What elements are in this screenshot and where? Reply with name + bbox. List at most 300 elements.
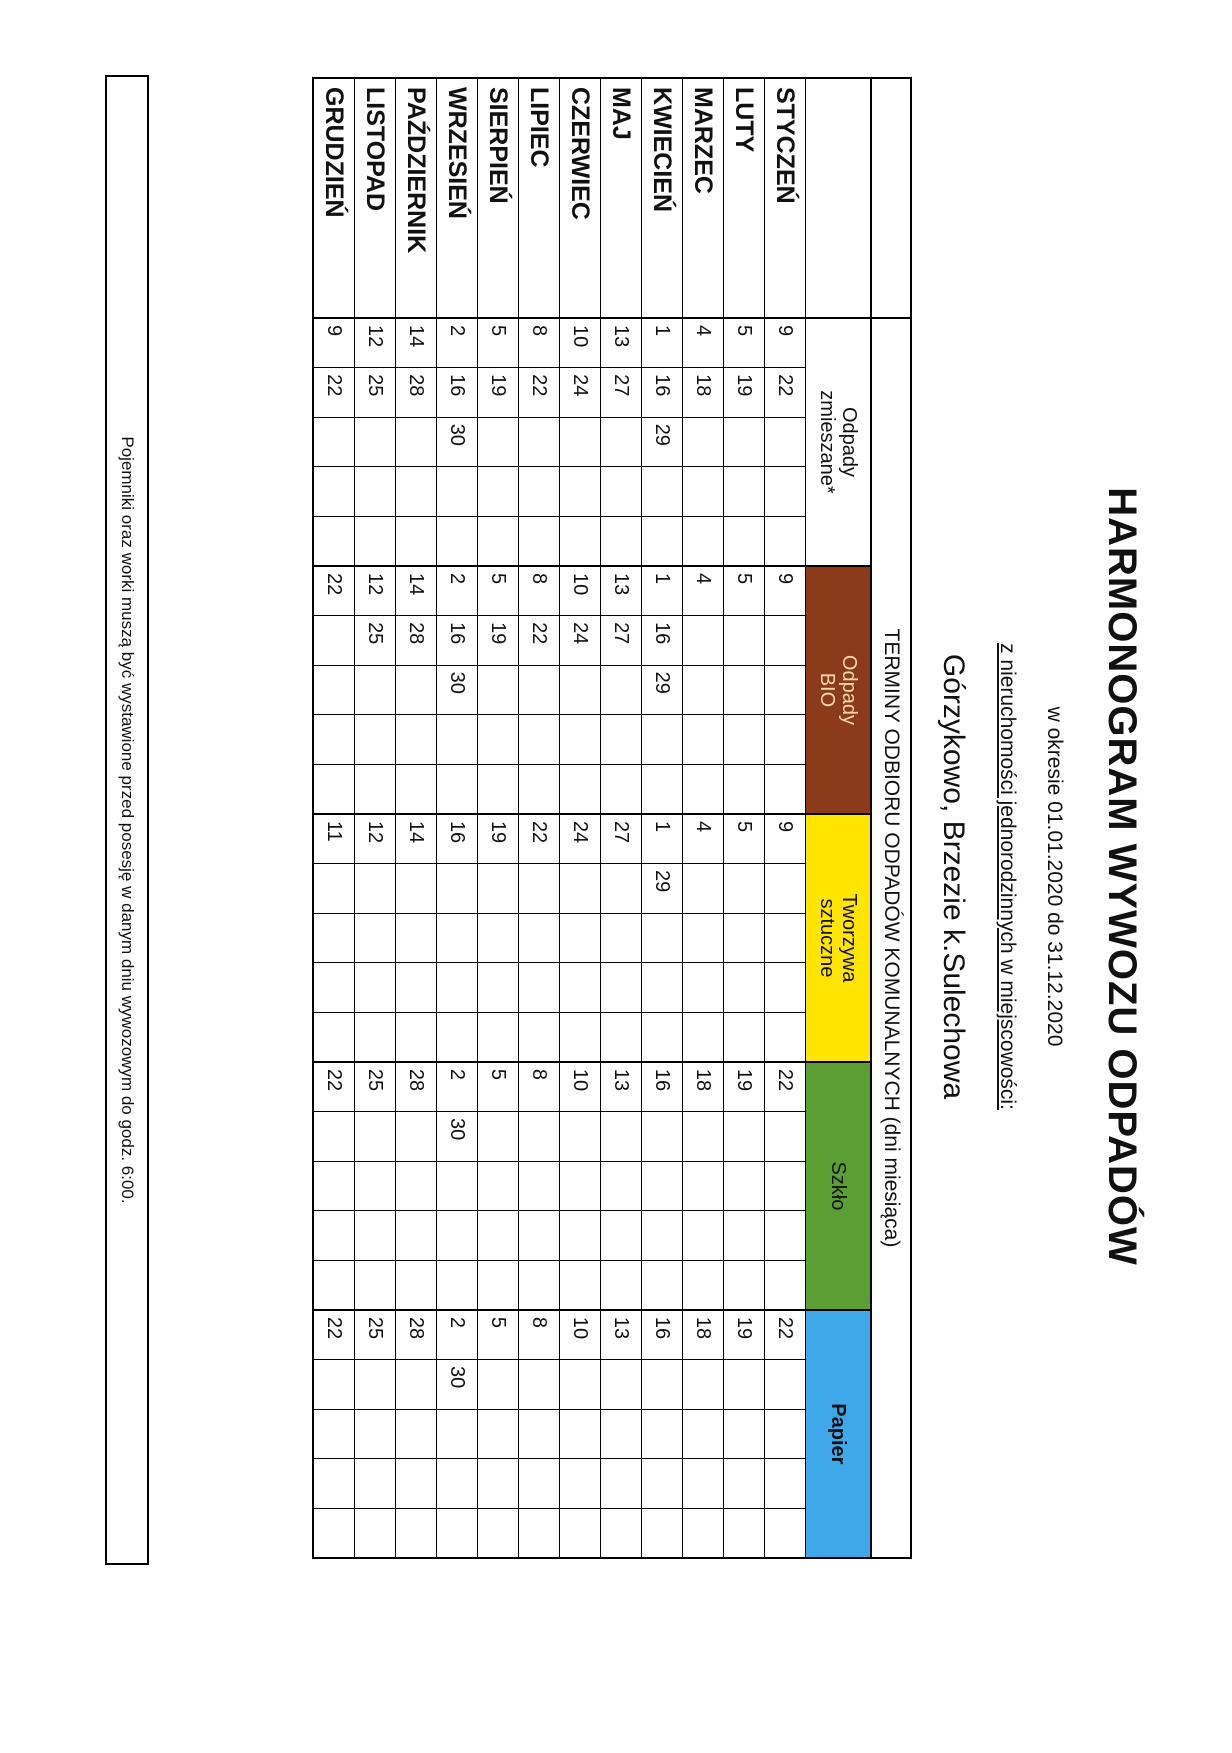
date-cell: 4: [683, 566, 724, 616]
bio-waste-header: Odpady BIO: [806, 566, 872, 814]
table-row: [560, 78, 601, 1558]
date-cell: [560, 1211, 601, 1261]
date-cell: 30: [437, 1359, 478, 1409]
month-label: KWIECIEŃ: [642, 78, 683, 318]
date-cell: [724, 1161, 765, 1211]
date-cell: [560, 467, 601, 517]
date-cell: [313, 665, 355, 715]
date-cell: 19: [724, 1310, 765, 1360]
month-label: LISTOPAD: [355, 78, 396, 318]
date-cell: [355, 1161, 396, 1211]
date-cell: 22: [765, 368, 806, 418]
date-cell: 9: [765, 814, 806, 864]
date-cell: 27: [601, 814, 642, 864]
date-cell: 8: [519, 566, 560, 616]
date-cell: [560, 1508, 601, 1558]
date-cell: [396, 963, 437, 1013]
date-cell: [601, 1012, 642, 1062]
date-cell: 9: [313, 318, 355, 368]
date-cell: [478, 1459, 519, 1509]
date-cell: 5: [478, 566, 519, 616]
date-cell: [560, 516, 601, 566]
date-cell: [724, 715, 765, 765]
date-cell: [765, 516, 806, 566]
date-cell: [313, 1112, 355, 1162]
glass-header: Szkło: [806, 1062, 872, 1310]
date-cell: [313, 1359, 355, 1409]
date-cell: [396, 1508, 437, 1558]
date-cell: 25: [355, 1062, 396, 1112]
date-cell: [313, 1260, 355, 1310]
date-cell: [683, 764, 724, 814]
date-cell: [519, 913, 560, 963]
date-cell: [355, 1012, 396, 1062]
table-row: [478, 78, 519, 1558]
date-cell: [437, 1260, 478, 1310]
date-cell: [478, 1508, 519, 1558]
date-cell: [396, 764, 437, 814]
date-cell: 2: [437, 1310, 478, 1360]
month-label: SIERPIEŃ: [478, 78, 519, 318]
date-cell: [355, 715, 396, 765]
date-cell: [355, 665, 396, 715]
date-cell: [313, 467, 355, 517]
date-cell: 28: [396, 616, 437, 666]
month-label: STYCZEŃ: [765, 78, 806, 318]
date-cell: [355, 864, 396, 914]
date-cell: [478, 1012, 519, 1062]
date-cell: 2: [437, 566, 478, 616]
date-cell: 16: [642, 1310, 683, 1360]
date-cell: [355, 1508, 396, 1558]
date-cell: [765, 913, 806, 963]
date-cell: [355, 1112, 396, 1162]
date-cell: [683, 1260, 724, 1310]
date-cell: 22: [313, 1310, 355, 1360]
date-cell: [560, 1409, 601, 1459]
date-cell: [724, 1012, 765, 1062]
date-cell: [355, 1211, 396, 1261]
date-cell: [519, 1459, 560, 1509]
date-cell: 27: [601, 616, 642, 666]
date-cell: 19: [478, 616, 519, 666]
date-cell: [765, 715, 806, 765]
date-cell: [560, 417, 601, 467]
date-cell: 1: [642, 318, 683, 368]
date-cell: [396, 864, 437, 914]
date-cell: [683, 1359, 724, 1409]
date-cell: [313, 1012, 355, 1062]
date-cell: [601, 715, 642, 765]
date-cell: [683, 1161, 724, 1211]
date-cell: [765, 1508, 806, 1558]
date-cell: [765, 1112, 806, 1162]
date-cell: 1: [642, 566, 683, 616]
date-cell: [478, 913, 519, 963]
date-cell: 11: [313, 814, 355, 864]
date-cell: 13: [601, 1310, 642, 1360]
date-cell: 19: [478, 368, 519, 418]
date-cell: [683, 864, 724, 914]
header-blank-cell: [806, 78, 872, 318]
date-cell: 29: [642, 417, 683, 467]
table-row: [765, 78, 806, 1558]
table-row: [642, 78, 683, 1558]
date-cell: [478, 715, 519, 765]
date-cell: 8: [519, 1310, 560, 1360]
date-cell: [313, 764, 355, 814]
date-cell: [642, 1459, 683, 1509]
date-cell: 18: [683, 1062, 724, 1112]
date-cell: 4: [683, 814, 724, 864]
date-cell: [478, 467, 519, 517]
date-cell: [396, 665, 437, 715]
date-cell: [724, 1112, 765, 1162]
date-cell: [396, 715, 437, 765]
date-cell: [601, 1359, 642, 1409]
date-cell: 14: [396, 814, 437, 864]
date-cell: 19: [724, 368, 765, 418]
date-cell: 25: [355, 368, 396, 418]
date-cell: 2: [437, 318, 478, 368]
date-cell: [313, 616, 355, 666]
date-cell: 22: [519, 368, 560, 418]
date-cell: [355, 516, 396, 566]
month-label: CZERWIEC: [560, 78, 601, 318]
date-cell: [519, 1409, 560, 1459]
date-cell: 9: [765, 318, 806, 368]
table-caption: TERMINY ODBIORU ODPADÓW KOMUNALNYCH (dni miesiąca): [871, 318, 911, 1558]
date-cell: [765, 764, 806, 814]
date-cell: 25: [355, 616, 396, 666]
date-cell: [355, 467, 396, 517]
date-cell: [642, 1161, 683, 1211]
date-cell: [396, 417, 437, 467]
date-cell: 12: [355, 566, 396, 616]
date-cell: [396, 1409, 437, 1459]
date-cell: [765, 1161, 806, 1211]
date-cell: [560, 963, 601, 1013]
date-cell: [683, 616, 724, 666]
date-cell: [601, 1112, 642, 1162]
date-cell: [560, 764, 601, 814]
date-cell: 19: [724, 1062, 765, 1112]
date-cell: 30: [437, 665, 478, 715]
date-cell: [478, 417, 519, 467]
month-label: WRZESIEŃ: [437, 78, 478, 318]
date-cell: [478, 764, 519, 814]
date-cell: [683, 715, 724, 765]
date-cell: 22: [765, 1062, 806, 1112]
date-cell: [642, 516, 683, 566]
date-cell: 13: [601, 1062, 642, 1112]
date-cell: 16: [437, 368, 478, 418]
date-cell: [560, 665, 601, 715]
table-row: [683, 78, 724, 1558]
date-cell: [642, 1112, 683, 1162]
date-cell: 27: [601, 368, 642, 418]
table-row: [724, 78, 765, 1558]
date-cell: [642, 1260, 683, 1310]
date-cell: [355, 1459, 396, 1509]
date-cell: [519, 1508, 560, 1558]
date-cell: [396, 913, 437, 963]
document-title: HARMONOGRAM WYWOZU ODPADÓW: [1100, 487, 1144, 1266]
date-cell: [355, 1260, 396, 1310]
date-cell: 25: [355, 1310, 396, 1360]
date-cell: [437, 864, 478, 914]
date-cell: [642, 764, 683, 814]
date-cell: [560, 715, 601, 765]
date-cell: [519, 417, 560, 467]
date-cell: [437, 913, 478, 963]
date-cell: [437, 1409, 478, 1459]
date-cell: 22: [765, 1310, 806, 1360]
date-cell: [437, 1459, 478, 1509]
date-cell: [724, 1359, 765, 1409]
date-cell: 12: [355, 318, 396, 368]
date-cell: [437, 1508, 478, 1558]
month-label: MARZEC: [683, 78, 724, 318]
date-cell: [560, 1459, 601, 1509]
date-cell: [478, 864, 519, 914]
date-cell: 22: [313, 1062, 355, 1112]
date-cell: [478, 1161, 519, 1211]
date-cell: 16: [642, 616, 683, 666]
date-cell: [519, 1012, 560, 1062]
date-cell: [765, 665, 806, 715]
date-cell: 5: [478, 318, 519, 368]
date-cell: [560, 1161, 601, 1211]
month-label: LIPIEC: [519, 78, 560, 318]
date-cell: [724, 516, 765, 566]
caption-blank-cell: [871, 78, 911, 318]
date-cell: [355, 1359, 396, 1409]
date-cell: [642, 913, 683, 963]
date-cell: [560, 1359, 601, 1409]
date-cell: [313, 1508, 355, 1558]
date-cell: [724, 1211, 765, 1261]
date-cell: [642, 467, 683, 517]
date-cell: 5: [478, 1310, 519, 1360]
date-cell: 22: [313, 368, 355, 418]
date-cell: 29: [642, 864, 683, 914]
date-cell: [437, 1012, 478, 1062]
date-cell: 24: [560, 368, 601, 418]
date-cell: [683, 1012, 724, 1062]
date-cell: [601, 1409, 642, 1459]
date-cell: 22: [519, 814, 560, 864]
date-cell: [601, 1211, 642, 1261]
date-cell: [765, 417, 806, 467]
date-cell: 16: [642, 1062, 683, 1112]
date-cell: [560, 1012, 601, 1062]
date-cell: [519, 1260, 560, 1310]
date-cell: [683, 665, 724, 715]
date-cell: [355, 913, 396, 963]
date-cell: 22: [519, 616, 560, 666]
date-cell: [519, 1211, 560, 1261]
date-cell: [601, 963, 642, 1013]
date-cell: 16: [642, 368, 683, 418]
date-cell: [355, 417, 396, 467]
date-cell: 2: [437, 1062, 478, 1112]
date-cell: [437, 467, 478, 517]
footer-note: Pojemniki oraz worki muszą być wystawione przed posesję w danym dniu wywozowym do godz. 6:00.: [105, 75, 149, 1565]
date-cell: [519, 1112, 560, 1162]
date-cell: [724, 1409, 765, 1459]
table-row: [355, 78, 396, 1558]
date-cell: [724, 913, 765, 963]
date-cell: [396, 516, 437, 566]
date-cell: 9: [765, 566, 806, 616]
date-cell: [683, 1459, 724, 1509]
date-cell: [560, 864, 601, 914]
date-cell: [519, 1161, 560, 1211]
table-row: [519, 78, 560, 1558]
date-cell: 24: [560, 814, 601, 864]
date-cell: [478, 963, 519, 1013]
date-cell: [313, 1161, 355, 1211]
date-cell: [765, 1359, 806, 1409]
date-cell: 10: [560, 318, 601, 368]
date-cell: [519, 764, 560, 814]
date-cell: [683, 1112, 724, 1162]
date-cell: [683, 1211, 724, 1261]
date-cell: [601, 864, 642, 914]
date-cell: [355, 1409, 396, 1459]
date-cell: 13: [601, 566, 642, 616]
location-text: Górzykowo, Brzezie k.Sulechowa: [937, 653, 970, 1100]
date-cell: [724, 417, 765, 467]
date-cell: [313, 864, 355, 914]
date-cell: 22: [313, 566, 355, 616]
date-cell: [313, 715, 355, 765]
period-text: w okresie 01.01.2020 do 31.12.2020: [1043, 706, 1066, 1047]
table-row: [601, 78, 642, 1558]
date-cell: 30: [437, 1112, 478, 1162]
date-cell: [765, 1012, 806, 1062]
date-cell: [724, 467, 765, 517]
date-cell: [437, 1211, 478, 1261]
date-cell: [396, 1012, 437, 1062]
date-cell: [560, 1260, 601, 1310]
date-cell: 14: [396, 566, 437, 616]
date-cell: [642, 1409, 683, 1459]
month-label: MAJ: [601, 78, 642, 318]
date-cell: 28: [396, 368, 437, 418]
date-cell: 19: [478, 814, 519, 864]
date-cell: 18: [683, 1310, 724, 1360]
date-cell: [478, 1260, 519, 1310]
date-cell: [519, 665, 560, 715]
date-cell: [396, 1459, 437, 1509]
date-cell: [765, 1260, 806, 1310]
date-cell: [601, 913, 642, 963]
date-cell: [313, 913, 355, 963]
date-cell: [724, 665, 765, 715]
date-cell: [478, 1112, 519, 1162]
date-cell: [683, 467, 724, 517]
date-cell: [313, 516, 355, 566]
plastics-header: Tworzywa sztuczne: [806, 814, 872, 1062]
date-cell: 28: [396, 1310, 437, 1360]
date-cell: 28: [396, 1062, 437, 1112]
date-cell: [765, 467, 806, 517]
date-cell: [683, 1508, 724, 1558]
date-cell: 8: [519, 318, 560, 368]
table-row: [313, 78, 355, 1558]
date-cell: [683, 516, 724, 566]
date-cell: [765, 616, 806, 666]
date-cell: [519, 864, 560, 914]
date-cell: [724, 864, 765, 914]
date-cell: [313, 417, 355, 467]
date-cell: [601, 417, 642, 467]
date-cell: [601, 467, 642, 517]
date-cell: 5: [724, 566, 765, 616]
date-cell: [724, 963, 765, 1013]
date-cell: [765, 1409, 806, 1459]
date-cell: [478, 1409, 519, 1459]
date-cell: 16: [437, 616, 478, 666]
date-cell: [642, 1508, 683, 1558]
date-cell: [765, 864, 806, 914]
date-cell: [519, 963, 560, 1013]
date-cell: 30: [437, 417, 478, 467]
date-cell: 10: [560, 1062, 601, 1112]
date-cell: [683, 913, 724, 963]
date-cell: [560, 913, 601, 963]
date-cell: 12: [355, 814, 396, 864]
month-label: LUTY: [724, 78, 765, 318]
date-cell: [724, 1459, 765, 1509]
date-cell: [519, 516, 560, 566]
date-cell: [313, 1409, 355, 1459]
date-cell: [437, 963, 478, 1013]
date-cell: [724, 764, 765, 814]
date-cell: 24: [560, 616, 601, 666]
date-cell: [396, 1260, 437, 1310]
date-cell: [396, 1112, 437, 1162]
date-cell: [601, 516, 642, 566]
date-cell: [313, 963, 355, 1013]
date-cell: 18: [683, 368, 724, 418]
date-cell: 5: [478, 1062, 519, 1112]
date-cell: [396, 1211, 437, 1261]
date-cell: [601, 764, 642, 814]
table-row: [437, 78, 478, 1558]
subtitle-text: z nieruchomości jednorodzinnych w miejscowości:: [996, 643, 1019, 1110]
date-cell: [437, 764, 478, 814]
date-cell: [765, 1459, 806, 1509]
date-cell: [519, 467, 560, 517]
date-cell: [478, 665, 519, 715]
date-cell: 10: [560, 1310, 601, 1360]
date-cell: [437, 1161, 478, 1211]
date-cell: [519, 715, 560, 765]
date-cell: [724, 1260, 765, 1310]
date-cell: [478, 516, 519, 566]
date-cell: [642, 1012, 683, 1062]
date-cell: [355, 764, 396, 814]
date-cell: [601, 1459, 642, 1509]
date-cell: [519, 1359, 560, 1409]
date-cell: [396, 467, 437, 517]
date-cell: [601, 1260, 642, 1310]
date-cell: 16: [437, 814, 478, 864]
date-cell: 14: [396, 318, 437, 368]
